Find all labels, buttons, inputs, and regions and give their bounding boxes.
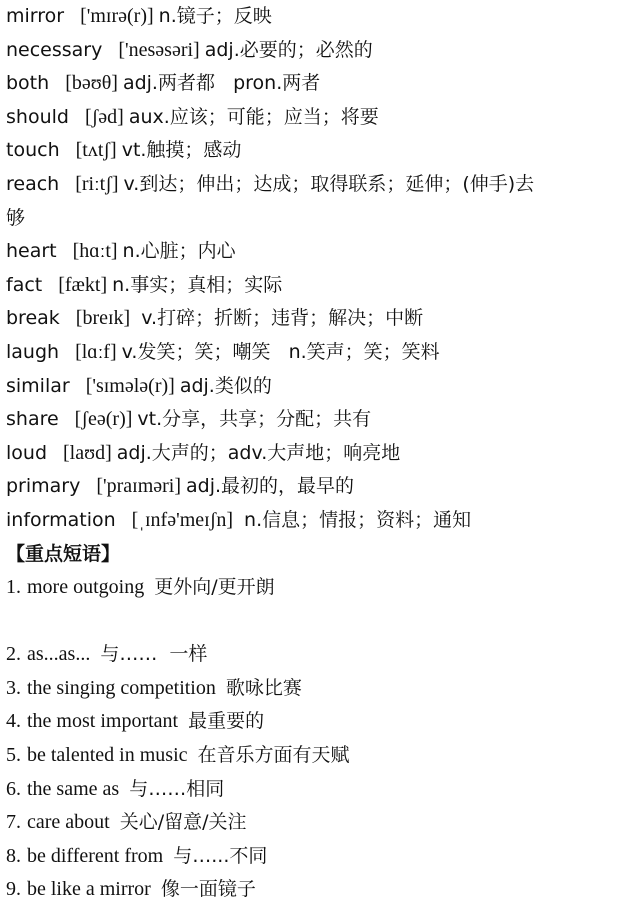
vocab-meaning: adj.大声的；adv.大声地；响亮地 bbox=[116, 441, 401, 464]
vocab-word: break bbox=[6, 307, 60, 330]
vocab-phonetic: ['praɪməri] bbox=[96, 475, 182, 498]
vocab-phonetic: [lɑːf] bbox=[75, 340, 117, 363]
phrase-english: as...as... bbox=[27, 643, 91, 666]
phrase-list bbox=[6, 571, 636, 907]
vocab-entry bbox=[6, 470, 636, 504]
vocab-meaning: adj.类似的 bbox=[179, 374, 272, 397]
phrase-english: the same as bbox=[27, 777, 120, 800]
vocab-phonetic: ['nesəsəri] bbox=[118, 38, 200, 61]
vocab-meaning: adj.最初的，最早的 bbox=[186, 475, 355, 498]
document-page bbox=[6, 0, 636, 907]
vocab-phonetic: ['mɪrə(r)] bbox=[80, 5, 154, 27]
vocab-entry bbox=[6, 269, 636, 303]
vocab-word: information bbox=[6, 508, 116, 531]
phrase-item bbox=[6, 638, 636, 672]
phrase-item bbox=[6, 705, 636, 739]
phrase-number: 5. bbox=[6, 744, 21, 767]
vocab-entry bbox=[6, 504, 636, 538]
vocab-entry bbox=[6, 336, 636, 370]
vocab-word: fact bbox=[6, 273, 43, 296]
phrase-chinese: 关心/留意/关注 bbox=[119, 811, 247, 834]
vocab-word: share bbox=[6, 408, 59, 431]
vocabulary-list bbox=[6, 0, 636, 538]
phrase-english: more outgoing bbox=[27, 576, 145, 599]
phrase-number: 8. bbox=[6, 844, 21, 867]
vocab-word: primary bbox=[6, 475, 81, 498]
phrase-item bbox=[6, 672, 636, 706]
vocab-phonetic: [laʊd] bbox=[63, 441, 112, 464]
phrase-item bbox=[6, 773, 636, 807]
vocab-meaning: n.心脏；内心 bbox=[122, 240, 236, 263]
vocab-meaning: adj.必要的；必然的 bbox=[204, 38, 373, 61]
vocab-word: touch bbox=[6, 139, 60, 162]
phrase-number: 2. bbox=[6, 643, 21, 666]
vocab-entry bbox=[6, 67, 636, 101]
phrase-english: be different from bbox=[27, 844, 164, 867]
vocab-phonetic: [ʃəd] bbox=[84, 105, 124, 128]
vocab-entry bbox=[6, 134, 636, 168]
vocab-entry bbox=[6, 168, 636, 202]
phrase-chinese: 与…… 一样 bbox=[100, 643, 208, 666]
vocab-entry bbox=[6, 370, 636, 404]
vocab-entry bbox=[6, 403, 636, 437]
phrase-chinese: 歌咏比赛 bbox=[225, 676, 302, 699]
phrase-english: be like a mirror bbox=[27, 878, 151, 901]
phrase-item bbox=[6, 571, 636, 605]
vocab-word: necessary bbox=[6, 38, 103, 61]
phrase-chinese: 更外向/更开朗 bbox=[154, 576, 275, 599]
blank-line bbox=[6, 605, 636, 639]
vocab-meaning: v.到达；伸出；达成；取得联系；延伸；(伸手)去 bbox=[123, 172, 535, 195]
vocab-word: mirror bbox=[6, 5, 65, 27]
vocab-word: loud bbox=[6, 441, 48, 464]
phrase-number: 1. bbox=[6, 576, 21, 599]
vocab-word: heart bbox=[6, 240, 57, 263]
phrase-english: the singing competition bbox=[27, 676, 216, 699]
phrase-item bbox=[6, 873, 636, 907]
vocab-entry bbox=[6, 437, 636, 471]
vocab-meaning: vt.触摸；感动 bbox=[121, 139, 242, 162]
vocab-word: should bbox=[6, 105, 69, 128]
phrase-chinese: 像一面镜子 bbox=[160, 878, 256, 901]
phrase-number: 9. bbox=[6, 878, 21, 901]
vocab-meaning: v.发笑；笑；嘲笑 n.笑声；笑；笑料 bbox=[121, 340, 440, 363]
vocab-meaning: n.事实；真相；实际 bbox=[112, 273, 283, 296]
vocab-phonetic: [ˌɪnfə'meɪʃn] bbox=[131, 508, 233, 531]
vocab-entry bbox=[6, 302, 636, 336]
vocab-entry bbox=[6, 34, 636, 68]
phrase-number: 3. bbox=[6, 676, 21, 699]
vocab-word: both bbox=[6, 72, 50, 95]
phrases-heading: 【重点短语】 bbox=[6, 542, 121, 565]
vocab-word: laugh bbox=[6, 340, 60, 363]
vocab-phonetic: [ʃeə(r)] bbox=[74, 408, 133, 431]
phrase-number: 4. bbox=[6, 710, 21, 733]
vocab-phonetic: [hɑːt] bbox=[72, 240, 118, 263]
vocab-entry bbox=[6, 0, 636, 34]
phrase-number: 7. bbox=[6, 811, 21, 834]
phrase-chinese: 最重要的 bbox=[188, 710, 265, 733]
vocab-word: similar bbox=[6, 374, 70, 397]
vocab-entry bbox=[6, 101, 636, 135]
vocab-word: reach bbox=[6, 172, 60, 195]
vocab-entry bbox=[6, 235, 636, 269]
vocab-meaning: n.信息；情报；资料；通知 bbox=[238, 508, 472, 531]
vocab-meaning: v.打碎；折断；违背；解决；中断 bbox=[135, 307, 424, 330]
phrase-item bbox=[6, 840, 636, 874]
phrase-english: the most important bbox=[27, 710, 179, 733]
vocab-phonetic: [bəʊθ] bbox=[65, 72, 118, 95]
phrase-chinese: 与…...不同 bbox=[173, 844, 268, 867]
vocab-phonetic: [riːtʃ] bbox=[75, 172, 119, 195]
vocab-meaning: adj.两者都 pron.两者 bbox=[122, 72, 321, 95]
phrase-chinese: 在音乐方面有天赋 bbox=[197, 744, 350, 767]
phrase-item bbox=[6, 806, 636, 840]
vocab-meaning: vt.分享，共享；分配；共有 bbox=[137, 408, 372, 431]
vocab-meaning: n.镜子；反映 bbox=[158, 5, 272, 27]
vocab-phonetic: [tʌtʃ] bbox=[75, 139, 117, 162]
vocab-entry bbox=[6, 202, 636, 236]
vocab-phonetic: ['sɪmələ(r)] bbox=[85, 374, 175, 397]
phrase-number: 6. bbox=[6, 777, 21, 800]
phrase-english: be talented in music bbox=[27, 744, 188, 767]
vocab-meaning-continuation: 够 bbox=[6, 206, 26, 229]
vocab-phonetic: [fækt] bbox=[58, 273, 108, 296]
phrase-item bbox=[6, 739, 636, 773]
phrase-chinese: 与……相同 bbox=[129, 777, 225, 800]
phrase-english: care about bbox=[27, 811, 110, 834]
vocab-phonetic: [breɪk] bbox=[75, 307, 131, 330]
vocab-meaning: aux.应该；可能；应当；将要 bbox=[128, 105, 379, 128]
